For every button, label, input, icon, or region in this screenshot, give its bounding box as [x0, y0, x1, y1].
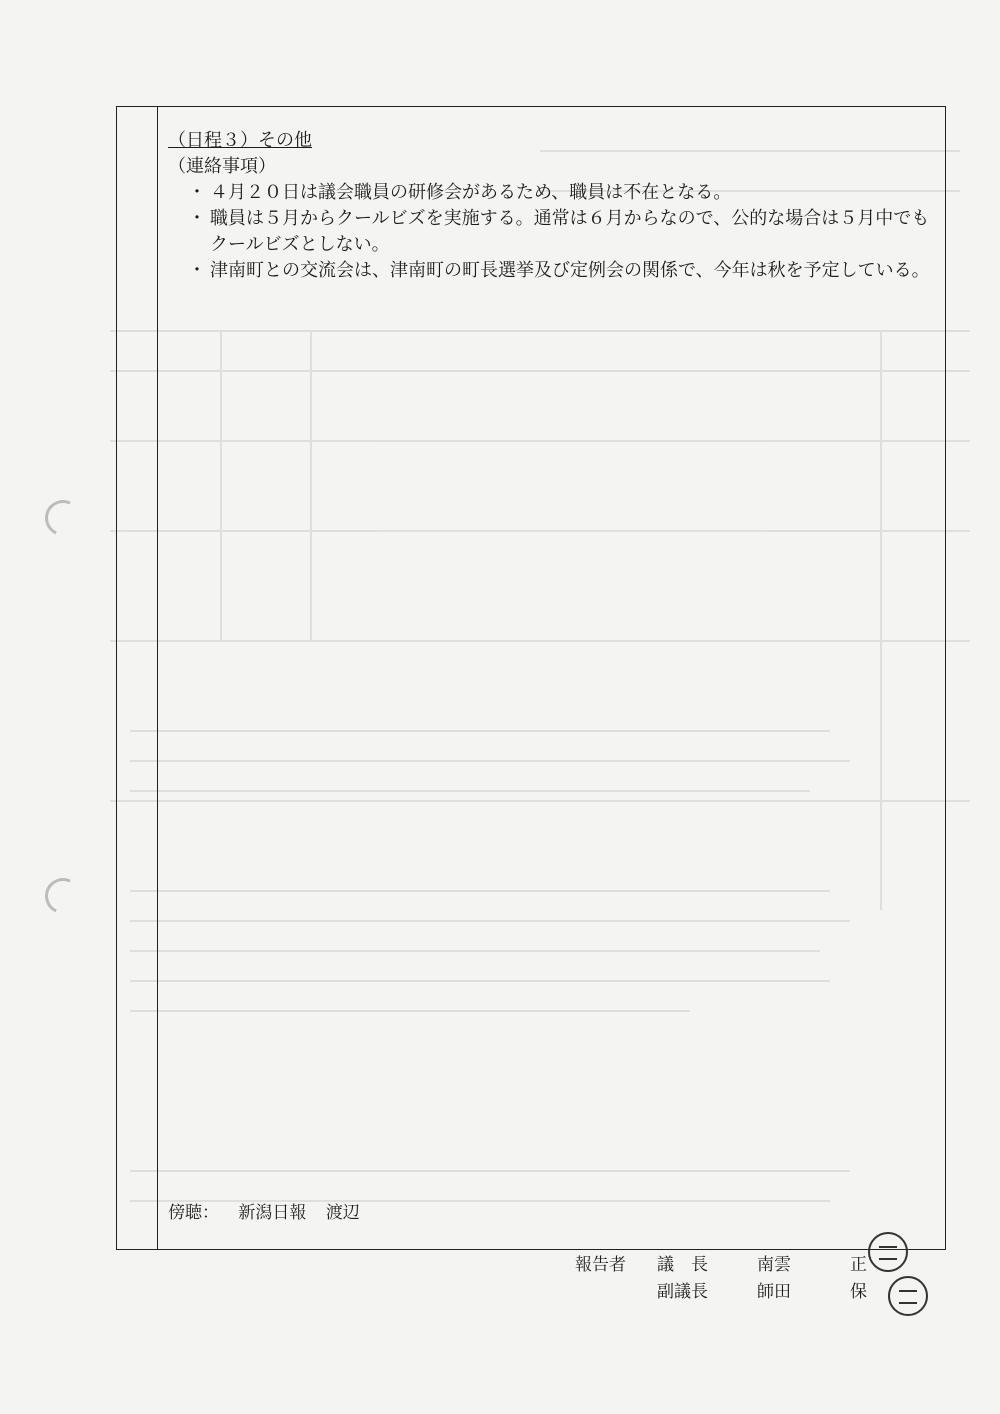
bullet-mark: ・: [188, 182, 206, 203]
reporter-given-name: 正: [850, 1255, 867, 1275]
punch-hole-top: [40, 495, 86, 541]
schedule-section: [168, 128, 938, 284]
hearing-label: 傍聴：: [168, 1203, 219, 1223]
reporter-title: 副議長: [657, 1282, 708, 1302]
reporter-surname: 師田: [757, 1282, 791, 1302]
bullet-mark: ・: [188, 260, 206, 281]
reporter-label: 報告者: [575, 1255, 626, 1275]
hearing-org: 新潟日報: [238, 1203, 307, 1223]
hearing-name: 渡辺: [325, 1203, 360, 1223]
notice-item: [188, 206, 938, 258]
reporter-row: [575, 1279, 867, 1306]
reporter-block: [575, 1252, 867, 1306]
seal-stamp-icon: [868, 1232, 908, 1272]
reporter-surname: 南雲: [757, 1255, 791, 1275]
hearing-line: [168, 1198, 374, 1223]
notice-item: [188, 258, 938, 284]
schedule-heading: （日程３）その他: [168, 130, 312, 151]
notice-item: [188, 180, 938, 206]
seal-stamp-icon: [888, 1276, 928, 1316]
reporter-label-spacer: [575, 1279, 657, 1306]
reporter-given-name: 保: [850, 1282, 867, 1302]
bullet-mark: ・: [188, 208, 206, 229]
frame-column-rule: [157, 107, 158, 1249]
notice-list: [168, 180, 938, 284]
notice-text: ４月２０日は議会職員の研修会があるため、職員は不在となる。: [210, 182, 732, 203]
notice-subheading: （連絡事項）: [168, 156, 276, 177]
punch-hole-bottom: [40, 873, 86, 919]
reporter-row: [575, 1252, 867, 1279]
reporter-title: 議 長: [657, 1255, 708, 1275]
notice-text: 津南町との交流会は、津南町の町長選挙及び定例会の関係で、今年は秋を予定している。: [210, 260, 930, 281]
notice-text: 職員は５月からクールビズを実施する。通常は６月からなので、公的な場合は５月中でもクールビズとしない。: [210, 208, 930, 255]
